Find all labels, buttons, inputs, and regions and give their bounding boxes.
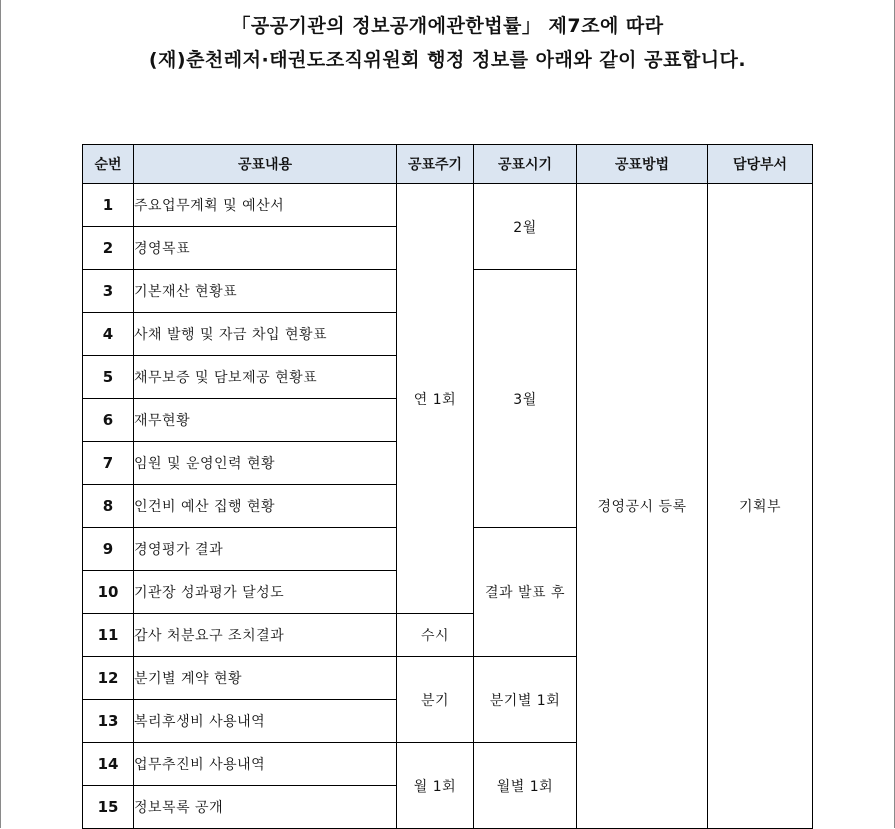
row-number: 4 (83, 313, 134, 356)
table-header-row (83, 145, 813, 184)
timing-cell: 2월 (474, 184, 577, 270)
row-content: 채무보증 및 담보제공 현황표 (134, 356, 397, 399)
row-number: 3 (83, 270, 134, 313)
dept-cell: 기획부 (708, 184, 813, 829)
row-content: 인건비 예산 집행 현황 (134, 485, 397, 528)
row-content: 업무추진비 사용내역 (134, 743, 397, 786)
timing-cell: 월별 1회 (474, 743, 577, 829)
row-number: 9 (83, 528, 134, 571)
header-cycle: 공표주기 (397, 145, 474, 184)
row-number: 12 (83, 657, 134, 700)
timing-cell: 3월 (474, 270, 577, 528)
cycle-cell: 수시 (397, 614, 474, 657)
notice-heading-line-1: 「공공기관의 정보공개에관한법률」 제7조에 따라 (231, 15, 664, 37)
row-number: 6 (83, 399, 134, 442)
row-number: 14 (83, 743, 134, 786)
method-cell: 경영공시 등록 (577, 184, 708, 829)
row-number: 2 (83, 227, 134, 270)
row-number: 7 (83, 442, 134, 485)
header-method: 공표방법 (577, 145, 708, 184)
row-number: 13 (83, 700, 134, 743)
timing-cell: 분기별 1회 (474, 657, 577, 743)
row-content: 복리후생비 사용내역 (134, 700, 397, 743)
row-content: 기관장 성과평가 달성도 (134, 571, 397, 614)
row-number: 11 (83, 614, 134, 657)
timing-cell: 결과 발표 후 (474, 528, 577, 657)
row-content: 경영목표 (134, 227, 397, 270)
header-dept: 담당부서 (708, 145, 813, 184)
cycle-cell: 연 1회 (397, 184, 474, 614)
row-number: 8 (83, 485, 134, 528)
row-content: 분기별 계약 현황 (134, 657, 397, 700)
disclosure-table (82, 144, 813, 829)
table-row (83, 184, 813, 227)
row-content: 임원 및 운영인력 현황 (134, 442, 397, 485)
row-content: 정보목록 공개 (134, 786, 397, 829)
header-timing: 공표시기 (474, 145, 577, 184)
notice-heading-line-2: (재)춘천레저·태권도조직위원회 행정 정보를 아래와 같이 공표합니다. (148, 49, 747, 71)
header-no: 순번 (83, 145, 134, 184)
cycle-cell: 분기 (397, 657, 474, 743)
header-content: 공표내용 (134, 145, 397, 184)
row-content: 기본재산 현황표 (134, 270, 397, 313)
row-number: 10 (83, 571, 134, 614)
row-number: 5 (83, 356, 134, 399)
row-content: 사채 발행 및 자금 차입 현황표 (134, 313, 397, 356)
cycle-cell: 월 1회 (397, 743, 474, 829)
row-content: 주요업무계획 및 예산서 (134, 184, 397, 227)
row-content: 감사 처분요구 조치결과 (134, 614, 397, 657)
row-content: 경영평가 결과 (134, 528, 397, 571)
row-number: 15 (83, 786, 134, 829)
page-border-left (0, 0, 1, 828)
row-content: 재무현황 (134, 399, 397, 442)
row-number: 1 (83, 184, 134, 227)
